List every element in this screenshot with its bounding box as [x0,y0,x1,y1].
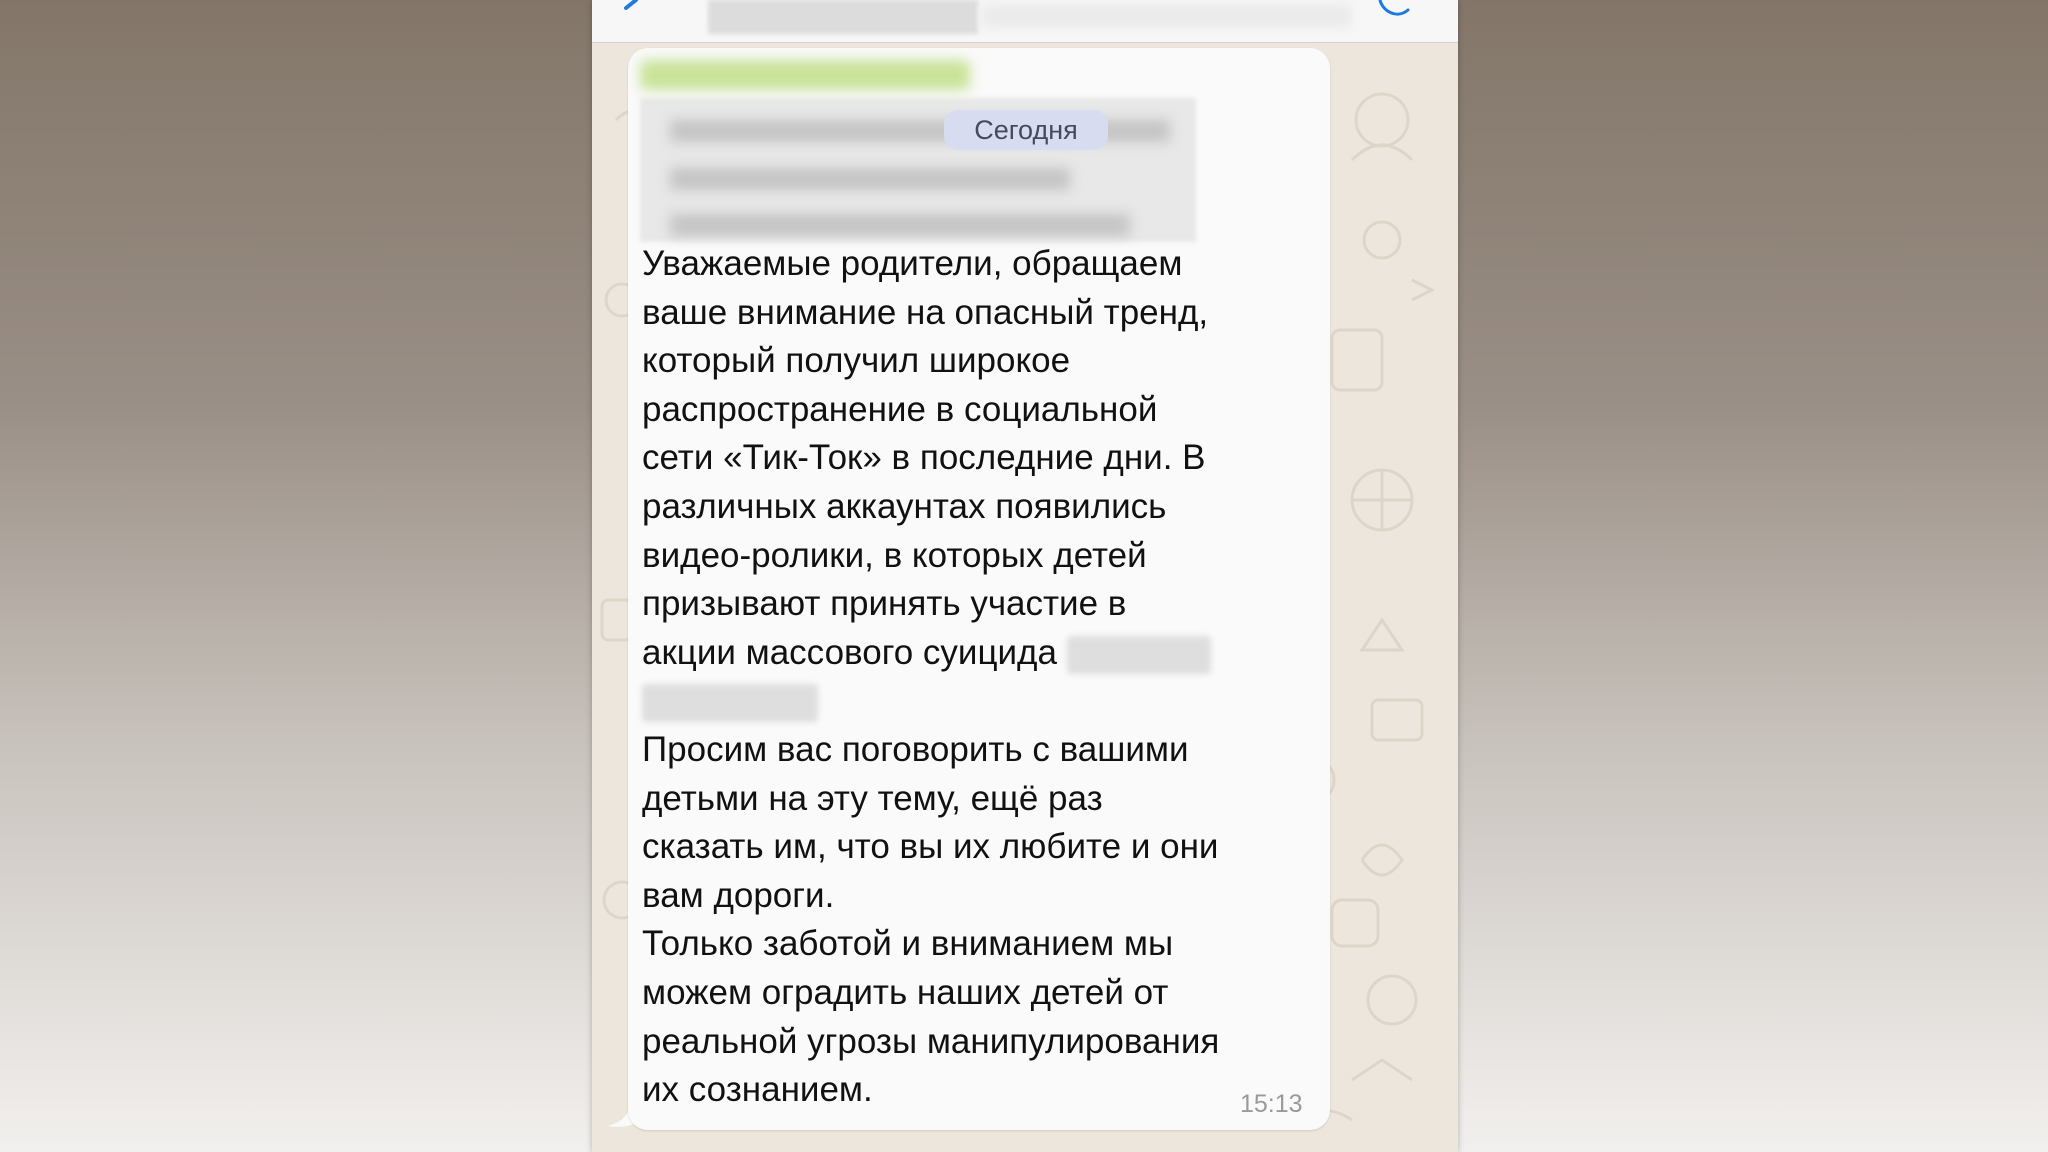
quoted-message-redacted[interactable] [640,98,1196,242]
chevron-left-icon[interactable] [616,0,656,34]
message-bubble[interactable] [628,48,1330,1130]
date-divider: Сегодня [944,110,1108,150]
message-paragraph-2: Просим вас поговорить с вашими детьми на эту тему, ещё раз сказать им, что вы их любите и они вам дороги. [642,729,1219,915]
contact-status-redacted [982,4,1352,28]
sender-name-redacted [640,60,970,90]
message-text [642,240,1322,1115]
message-paragraph-3: Только заботой и вниманием мы можем оградить наших детей от реальной угрозы манипулирования их сознанием. [642,924,1220,1110]
message-paragraph-1: Уважаемые родители, обращаем ваше внимание на опасный тренд, который получил широкое распространение в социальной сети «Тик-Ток» в последние дни. В различных аккаунтах появились видео-ролики, в которых детей призывают принять участие в акции массового суицида [642,244,1209,672]
phone-icon[interactable] [1372,0,1422,26]
chat-header [592,0,1458,43]
phone-screen [592,0,1458,1152]
redacted-year [642,684,818,722]
message-time: 15:13 [1240,1090,1303,1118]
contact-name-redacted[interactable] [708,0,978,34]
redacted-date [1067,636,1211,674]
